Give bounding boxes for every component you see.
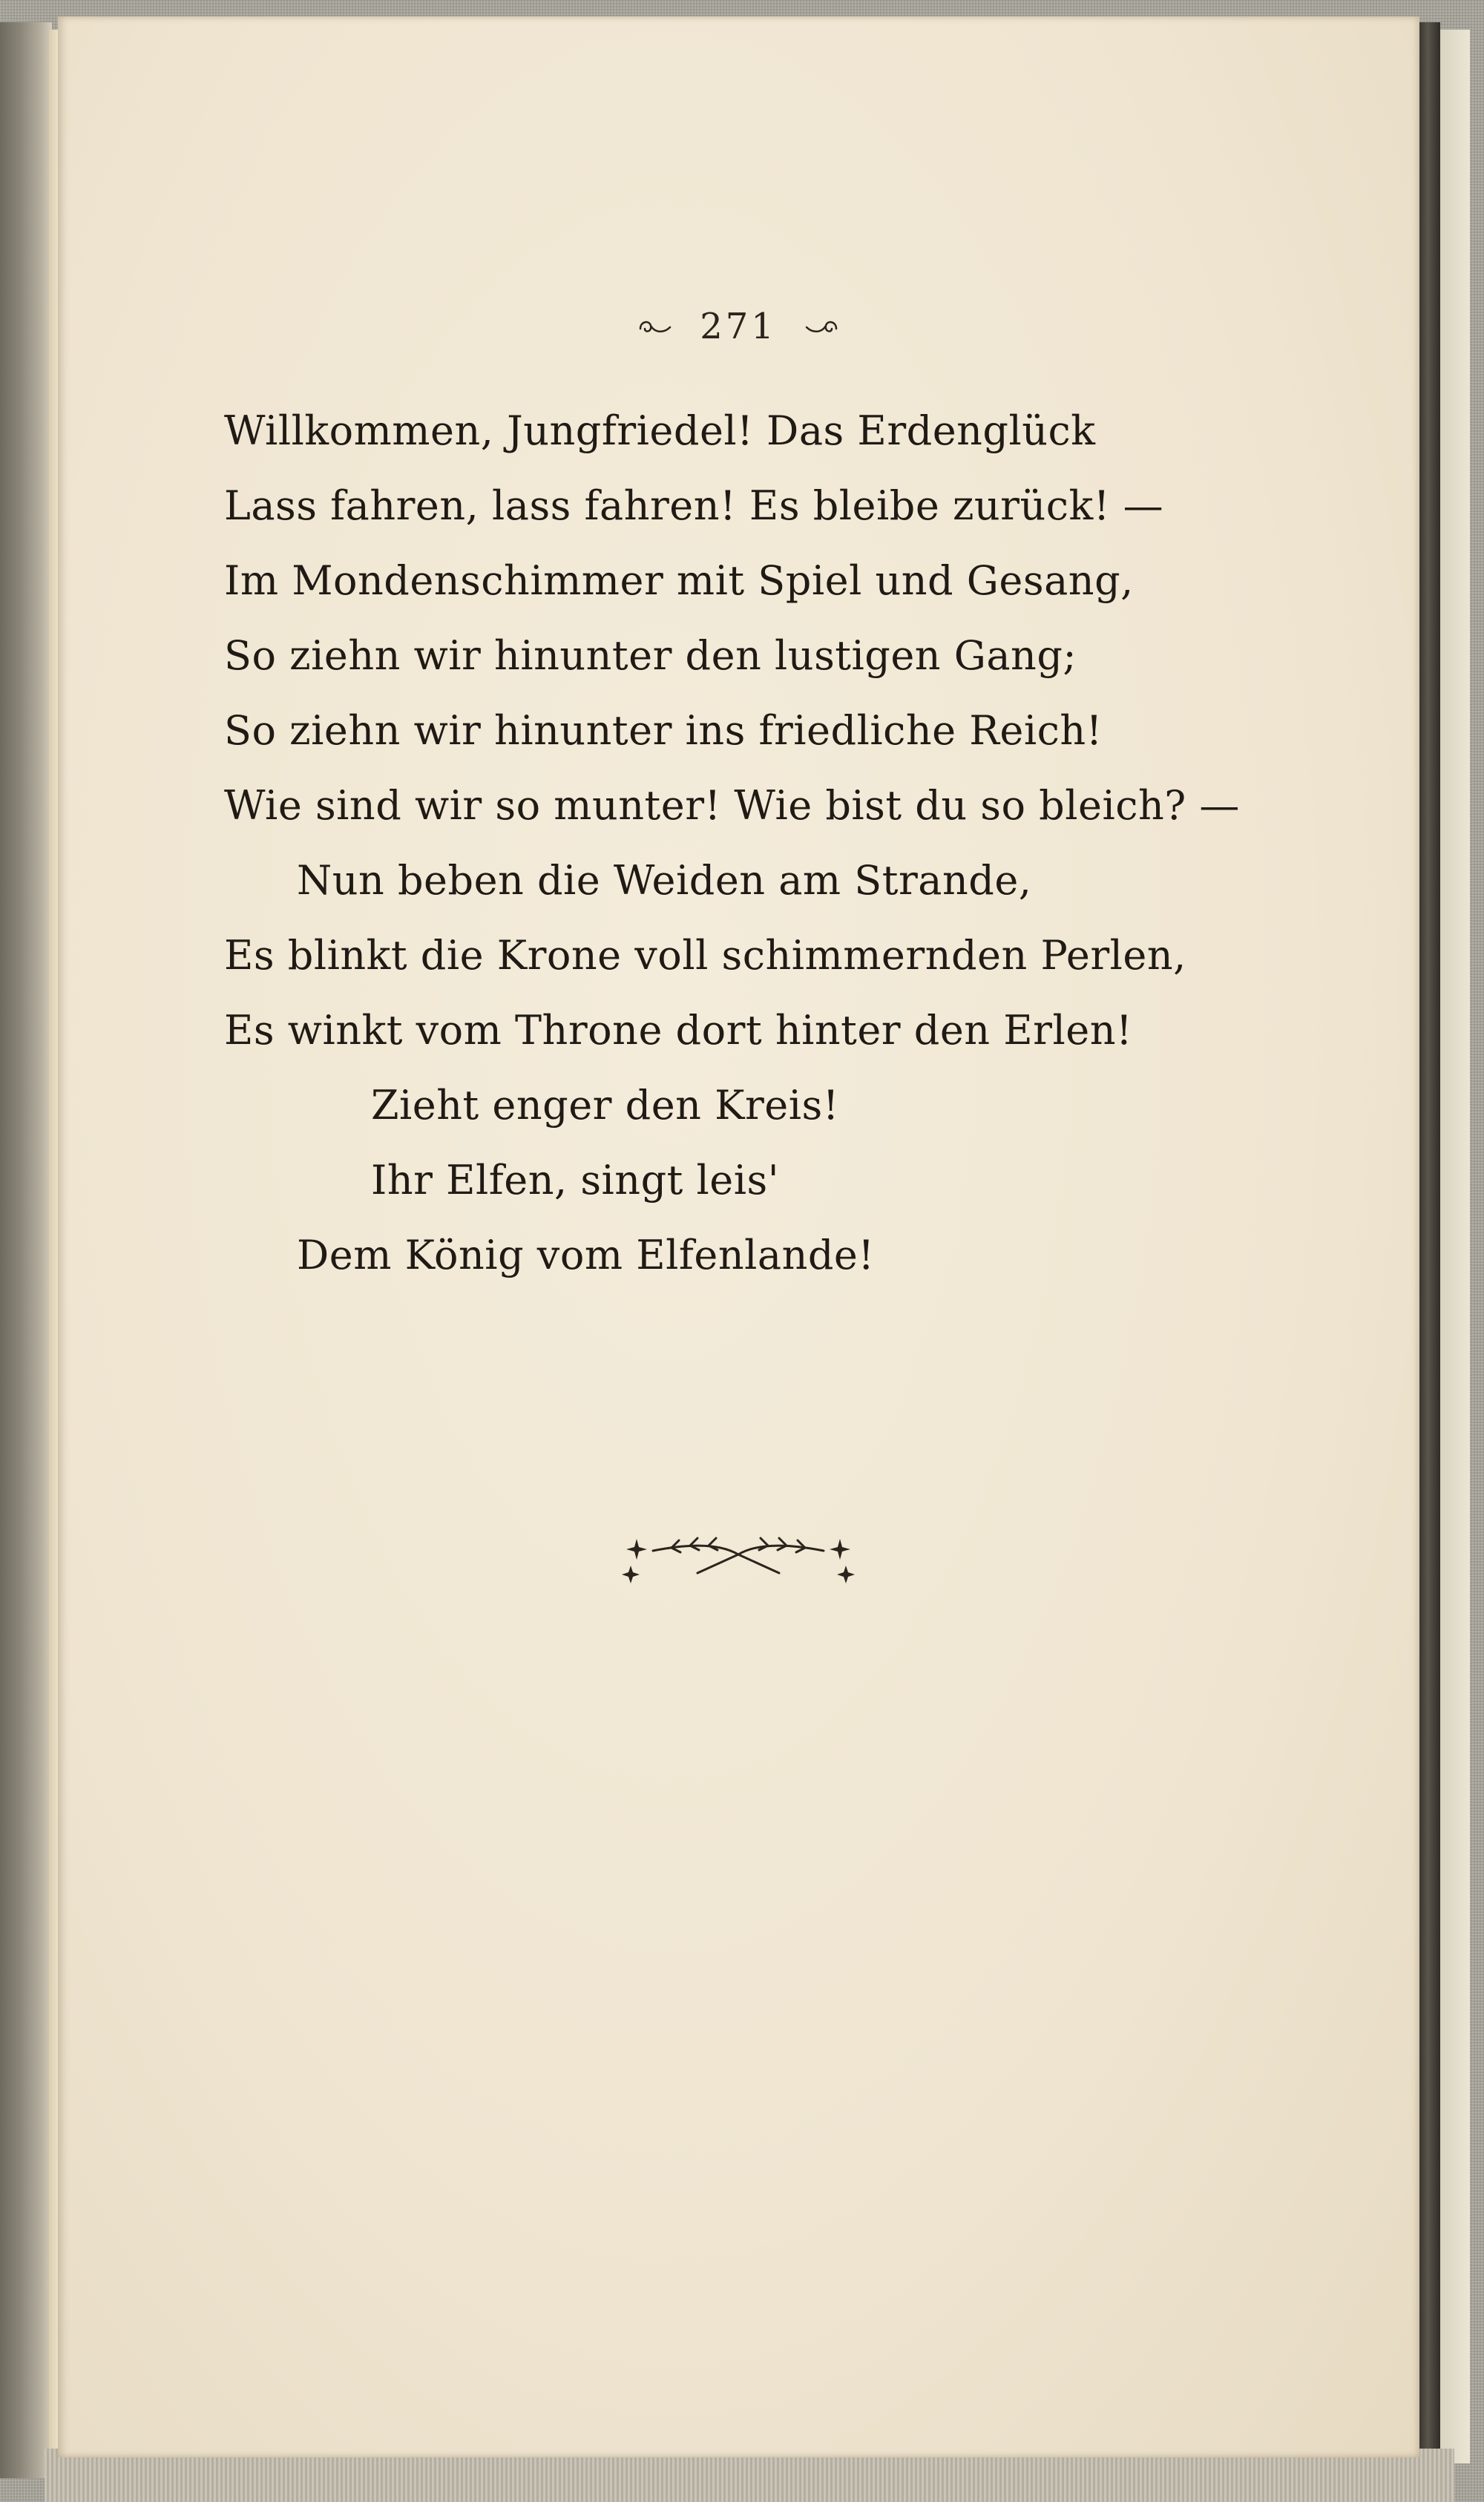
poem-line: So ziehn wir hinunter ins friedliche Reich! bbox=[224, 707, 1103, 754]
scroll-ornament-icon bbox=[637, 314, 673, 339]
poem-line: Nun beben die Weiden am Strande, bbox=[297, 857, 1032, 904]
poem-text bbox=[224, 393, 1337, 1293]
poem-line: Dem König vom Elfenlande! bbox=[297, 1232, 875, 1278]
scroll-ornament-icon bbox=[804, 314, 839, 339]
floral-vignette-icon bbox=[608, 1521, 868, 1603]
poem-line: Ihr Elfen, singt leis' bbox=[371, 1157, 780, 1204]
page-header bbox=[579, 297, 898, 356]
book-cover-right-edge bbox=[1419, 22, 1440, 2456]
book-cover-left-edge bbox=[0, 22, 52, 2478]
poem-line: Es blinkt die Krone voll schimmernden Perlen, bbox=[224, 932, 1186, 979]
poem-line: Zieht enger den Kreis! bbox=[371, 1082, 839, 1129]
poem-line: Es winkt vom Throne dort hinter den Erlen! bbox=[224, 1007, 1133, 1054]
poem-line: Lass fahren, lass fahren! Es bleibe zurück! — bbox=[224, 482, 1164, 529]
poem-line: Im Mondenschimmer mit Spiel und Gesang, bbox=[224, 557, 1134, 604]
poem-line: So ziehn wir hinunter den lustigen Gang; bbox=[224, 632, 1077, 679]
poem-line: Willkommen, Jungfriedel! Das Erdenglück bbox=[224, 407, 1096, 454]
next-page-edge bbox=[1440, 30, 1470, 2463]
page-number: 271 bbox=[700, 306, 777, 347]
poem-line: Wie sind wir so munter! Wie bist du so bleich? — bbox=[224, 782, 1240, 829]
